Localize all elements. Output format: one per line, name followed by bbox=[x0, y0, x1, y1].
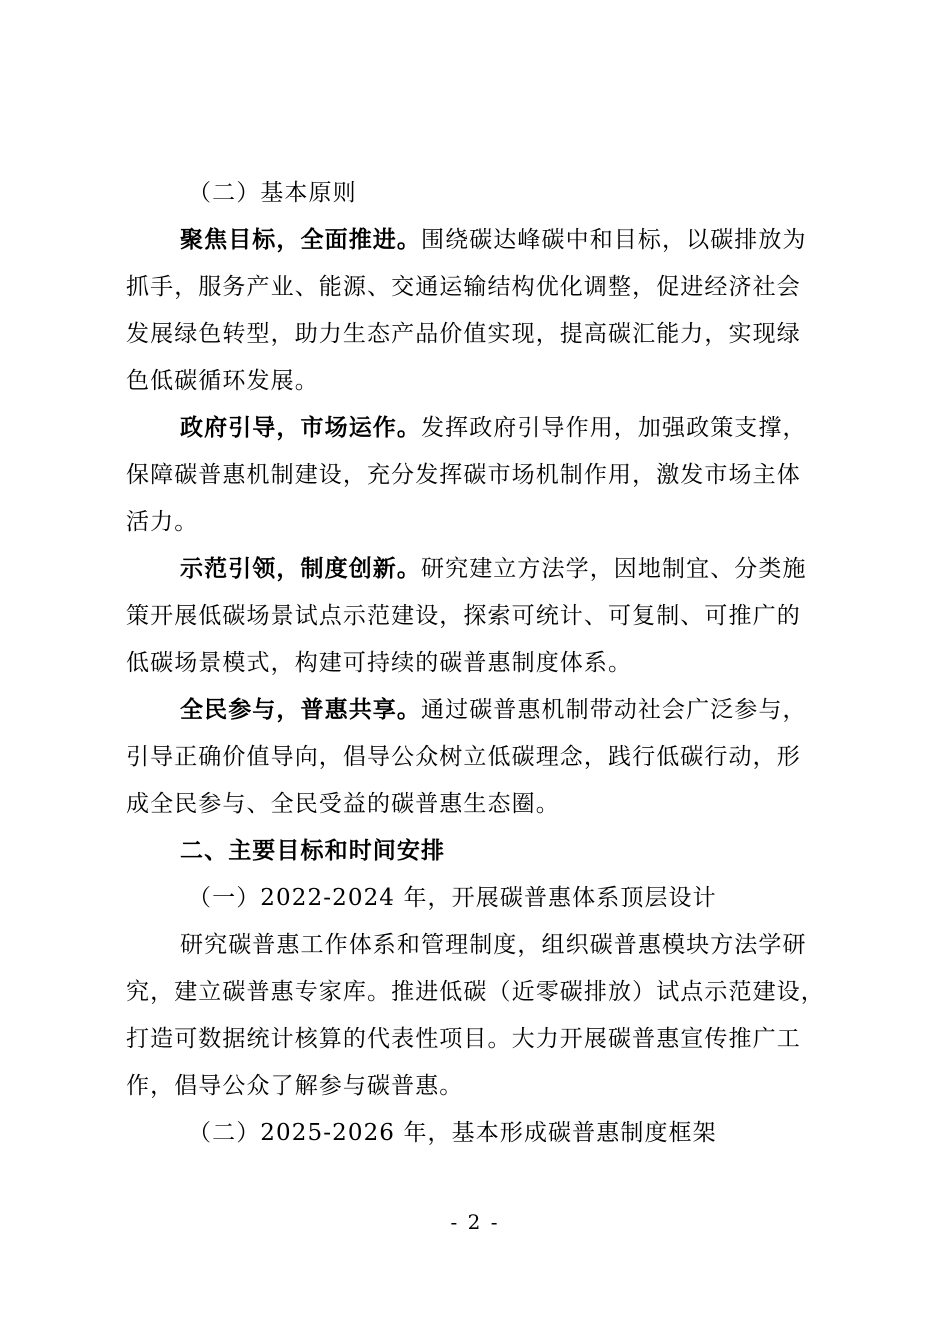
principle-2-line-2: 保障碳普惠机制建设，充分发挥碳市场机制作用，激发市场主体 bbox=[126, 462, 801, 488]
principle-3-line-3: 低碳场景模式，构建可持续的碳普惠制度体系。 bbox=[126, 650, 633, 676]
phase-1-line-2: 究，建立碳普惠专家库。推进低碳（近零碳排放）试点示范建设， bbox=[126, 979, 825, 1005]
principle-2-first-line bbox=[126, 405, 836, 452]
principle-1-title: 聚焦目标，全面推进。 bbox=[180, 227, 421, 253]
principle-1-first-line bbox=[126, 217, 836, 264]
phase-1-line-3: 打造可数据统计核算的代表性项目。大力开展碳普惠宣传推广工 bbox=[126, 1026, 801, 1052]
principle-1-line-3: 发展绿色转型，助力生态产品价值实现，提高碳汇能力，实现绿 bbox=[126, 321, 801, 347]
principle-2-text: 发挥政府引导作用，加强政策支撑， bbox=[421, 415, 807, 441]
phase-1-paragraph bbox=[126, 922, 836, 1110]
phase-1-heading: （一）2022-2024 年，开展碳普惠体系顶层设计 bbox=[188, 885, 717, 911]
principle-3-title: 示范引领，制度创新。 bbox=[180, 556, 421, 582]
phase-1-line-1: 研究碳普惠工作体系和管理制度，组织碳普惠模块方法学研 bbox=[180, 932, 807, 958]
phase-1-line-4: 作，倡导公众了解参与碳普惠。 bbox=[126, 1073, 464, 1099]
principle-1-line-4: 色低碳循环发展。 bbox=[126, 368, 319, 394]
principle-3-text: 研究建立方法学，因地制宜、分类施 bbox=[421, 556, 807, 582]
principle-2 bbox=[126, 405, 836, 546]
principle-4-text: 通过碳普惠机制带动社会广泛参与， bbox=[421, 697, 807, 723]
principle-2-line-3: 活力。 bbox=[126, 509, 199, 535]
principle-1-text: 围绕碳达峰碳中和目标，以碳排放为 bbox=[421, 227, 807, 253]
principle-2-title: 政府引导，市场运作。 bbox=[180, 415, 421, 441]
phase-2-heading: （二）2025-2026 年，基本形成碳普惠制度框架 bbox=[188, 1120, 717, 1146]
principle-4-line-2: 引导正确价值导向，倡导公众树立低碳理念，践行低碳行动，形 bbox=[126, 744, 801, 770]
principle-3-first-line bbox=[126, 546, 836, 593]
principle-4-first-line bbox=[126, 687, 836, 734]
document-body bbox=[126, 170, 836, 1157]
principle-3 bbox=[126, 546, 836, 687]
principle-1 bbox=[126, 217, 836, 405]
principle-1-line-2: 抓手，服务产业、能源、交通运输结构优化调整，促进经济社会 bbox=[126, 274, 801, 300]
principle-3-line-2: 策开展低碳场景试点示范建设，探索可统计、可复制、可推广的 bbox=[126, 603, 801, 629]
principle-4-line-3: 成全民参与、全民受益的碳普惠生态圈。 bbox=[126, 791, 560, 817]
principle-4 bbox=[126, 687, 836, 828]
page-number: - 2 - bbox=[450, 1210, 500, 1234]
principle-4-title: 全民参与，普惠共享。 bbox=[180, 697, 421, 723]
chapter-heading: 二、主要目标和时间安排 bbox=[180, 838, 446, 864]
section-heading: （二）基本原则 bbox=[188, 180, 357, 206]
